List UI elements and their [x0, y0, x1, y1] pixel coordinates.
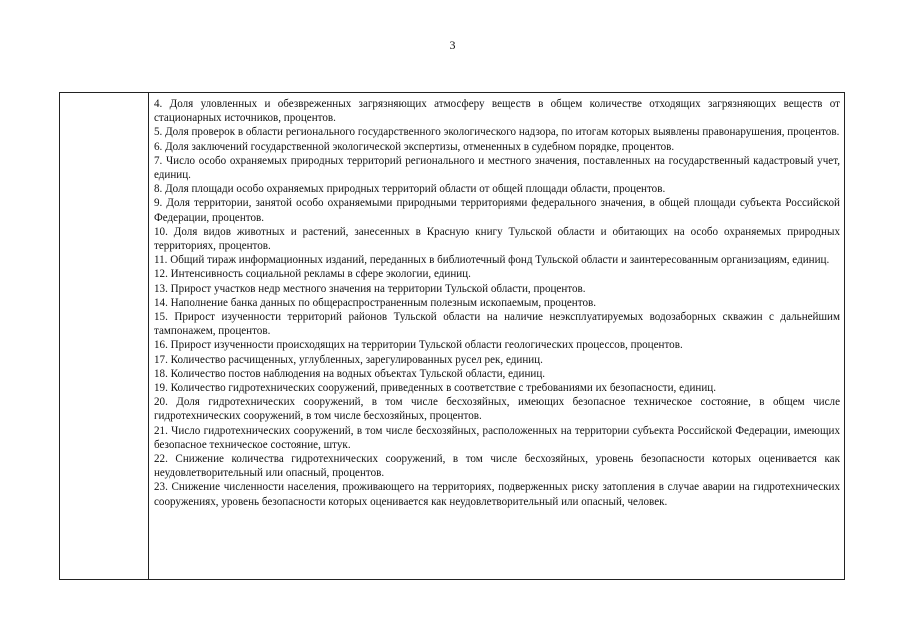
indicator-item-6: 6. Доля заключений государственной экологической экспертизы, отмененных в судебном порядке, процентов.: [154, 140, 675, 153]
page-number: 3: [449, 38, 456, 52]
indicator-item-23: 23. Снижение численности населения, проживающего на территориях, подверженных риску затопления в случае аварии на гидротехнических сооружениях, уровень безопасности которых оценивается как неудовлетворительный или опасный, человек.: [154, 481, 840, 508]
indicator-item-16: 16. Прирост изученности происходящих на территории Тульской области геологических процессов, процентов.: [154, 339, 683, 352]
indicator-item-11: 11. Общий тираж информационных изданий, переданных в библиотечный фонд Тульской области и заинтересованным организациям, единиц.: [154, 254, 830, 267]
indicator-item-10: 10. Доля видов животных и растений, занесенных в Красную книгу Тульской области и обитающих на особо охраняемых природных территориях, процентов.: [154, 225, 840, 253]
indicator-item-17: 17. Количество расчищенных, углубленных, зарегулированных русел рек, единиц.: [154, 353, 543, 366]
indicator-item-4: 4. Доля уловленных и обезвреженных загрязняющих атмосферу веществ в общем количестве отходящих загрязняющих веществ от стационарных источников, процентов.: [154, 98, 840, 125]
indicator-item-13: 13. Прирост участков недр местного значения на территории Тульской области, процентов.: [154, 282, 586, 295]
indicator-item-12: 12. Интенсивность социальной рекламы в сфере экологии, единиц.: [154, 268, 471, 281]
indicator-item-7: 7. Число особо охраняемых природных территорий регионального и местного значения, поставленных на государственный кадастровый учет, единиц.: [154, 154, 840, 182]
indicator-item-8: 8. Доля площади особо охраняемых природных территорий области от общей площади области, процентов.: [154, 183, 666, 196]
indicator-item-21: 21. Число гидротехнических сооружений, в том числе бесхозяйных, расположенных на территории субъекта Российской Федерации, имеющих безопасное техническое состояние, штук.: [154, 424, 840, 451]
indicator-item-14: 14. Наполнение банка данных по общераспространенным полезным ископаемым, процентов.: [154, 296, 596, 309]
table-left-cell: [60, 93, 149, 579]
indicator-item-5: 5. Доля проверок в области регионального государственного экологического надзора, по итогам которых выявлены правонарушения, процентов.: [154, 126, 840, 139]
indicator-item-18: 18. Количество постов наблюдения на водных объектах Тульской области, единиц.: [154, 367, 546, 380]
indicator-item-15: 15. Прирост изученности территорий районов Тульской области на наличие неэксплуатируемых водозаборных скважин с дальнейшим тампонажем, процентов.: [154, 311, 840, 338]
indicators-table: [59, 92, 845, 580]
indicator-item-20: 20. Доля гидротехнических сооружений, в том числе бесхозяйных, имеющих безопасное техническое состояние, в общем числе гидротехнических сооружений, в том числе бесхозяйных, процентов.: [154, 396, 840, 423]
indicator-item-19: 19. Количество гидротехнических сооружений, приведенных в соответствие с требованиями их безопасности, единиц.: [154, 382, 717, 395]
indicator-item-22: 22. Снижение количества гидротехнических сооружений, в том числе бесхозяйных, уровень безопасности которых оценивается как неудовлетворительный или опасный, процентов.: [154, 453, 840, 480]
indicator-item-9: 9. Доля территории, занятой особо охраняемыми природными территориями федерального значения, в общей площади субъекта Российской Федерации, процентов.: [154, 197, 840, 224]
table-right-cell: [149, 93, 844, 579]
